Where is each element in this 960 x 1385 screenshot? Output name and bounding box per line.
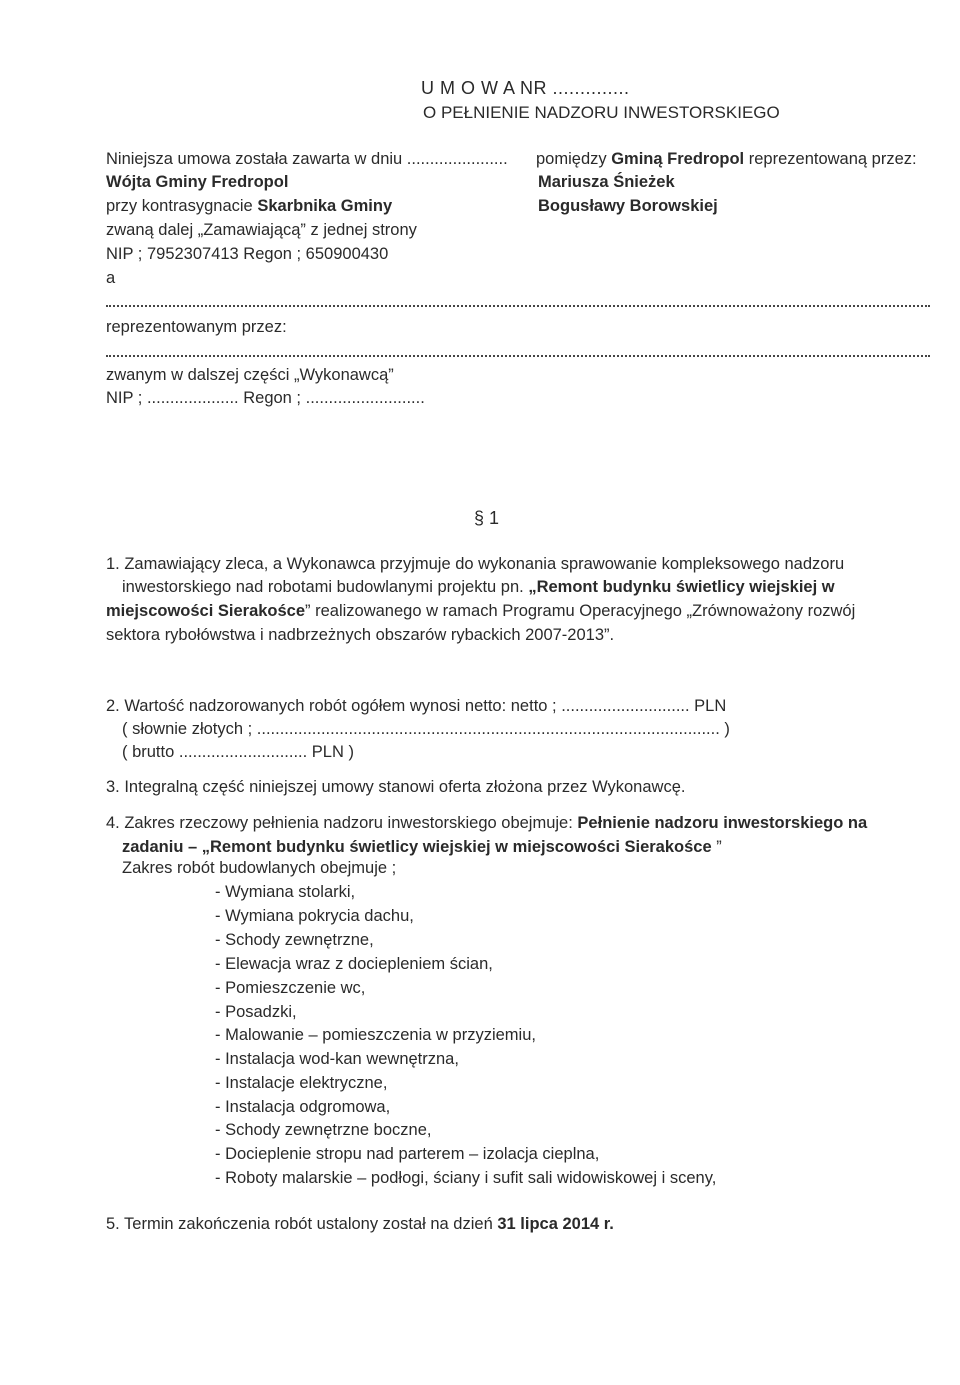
scope-item: - Posadzki,: [215, 1003, 297, 1021]
clause-1-line-2: inwestorskiego nad robotami budowlanymi projektu pn. „Remont budynku świetlicy wiejskiej w: [122, 578, 835, 596]
contract-subtitle: O PEŁNIENIE NADZORU INWESTORSKIEGO: [423, 103, 780, 122]
clause-3: 3. Integralną część niniejszej umowy stanowi oferta złożona przez Wykonawcę.: [106, 778, 686, 796]
ordering-nip-regon: NIP ; 7952307413 Regon ; 650900430: [106, 245, 389, 263]
section-mark: § 1: [474, 508, 500, 528]
intro-party-line: pomiędzy Gminą Fredropol reprezentowaną przez:: [536, 150, 917, 168]
scope-item: - Malowanie – pomieszczenia w przyziemiu,: [215, 1026, 536, 1044]
clause-2-line-3: ( brutto ............................ PLN ): [122, 743, 354, 761]
scope-item: - Elewacja wraz z dociepleniem ścian,: [215, 955, 493, 973]
mayor-label: Wójta Gminy Fredropol: [106, 173, 289, 191]
scope-item: - Instalacje elektryczne,: [215, 1074, 388, 1092]
scope-item: - Pomieszczenie wc,: [215, 979, 366, 997]
clause-2-line-1: 2. Wartość nadzorowanych robót ogółem wynosi netto: netto ; ............................ PLN: [106, 697, 727, 715]
countersign-label: przy kontrasygnacie Skarbnika Gminy: [106, 197, 393, 215]
clause-4-line-1: 4. Zakres rzeczowy pełnienia nadzoru inwestorskiego obejmuje: Pełnienie nadzoru inwestorskiego na: [106, 814, 868, 832]
ordering-party-alias: zwaną dalej „Zamawiającą” z jednej strony: [106, 221, 417, 239]
clause-4-line-3: Zakres robót budowlanych obejmuje ;: [122, 859, 397, 877]
contract-title: U M O W A NR ..............: [421, 78, 630, 98]
contractor-name-blank: [106, 305, 930, 307]
intro-date-line: Niniejsza umowa została zawarta w dniu ......................: [106, 150, 508, 168]
clause-1-line-1: 1. Zamawiający zleca, a Wykonawca przyjmuje do wykonania sprawowanie kompleksowego nadzoru: [106, 555, 845, 573]
scope-item: - Wymiana stolarki,: [215, 883, 356, 901]
clause-1-line-3: miejscowości Sierakośce” realizowanego w ramach Programu Operacyjnego „Zrównoważony rozwój: [106, 602, 856, 620]
scope-item: - Instalacja wod-kan wewnętrzna,: [215, 1050, 459, 1068]
scope-item: - Schody zewnętrzne,: [215, 931, 374, 949]
clause-1-line-4: sektora rybołówstwa i nadbrzeżnych obszarów rybackich 2007-2013”.: [106, 626, 615, 644]
mayor-name: Mariusza Śnieżek: [538, 173, 675, 191]
scope-item: - Docieplenie stropu nad parterem – izolacja cieplna,: [215, 1145, 600, 1163]
scope-item: - Instalacja odgromowa,: [215, 1098, 391, 1116]
contractor-nip-regon: NIP ; .................... Regon ; ..........................: [106, 389, 425, 407]
clause-2-line-2: ( słownie złotych ; ..................................................................................................... ): [122, 720, 730, 738]
contractor-represented-label: reprezentowanym przez:: [106, 318, 287, 336]
and-conjunction: a: [106, 269, 116, 287]
scope-item: - Schody zewnętrzne boczne,: [215, 1121, 432, 1139]
contractor-rep-blank: [106, 355, 930, 357]
scope-item: - Wymiana pokrycia dachu,: [215, 907, 414, 925]
scope-item: - Roboty malarskie – podłogi, ściany i sufit sali widowiskowej i sceny,: [215, 1169, 717, 1187]
contractor-alias: zwanym w dalszej części „Wykonawcą”: [106, 366, 394, 384]
treasurer-name: Bogusławy Borowskiej: [538, 197, 718, 215]
clause-5: 5. Termin zakończenia robót ustalony został na dzień 31 lipca 2014 r.: [106, 1215, 614, 1233]
clause-4-line-2: zadaniu – „Remont budynku świetlicy wiejskiej w miejscowości Sierakośce ”: [122, 838, 722, 856]
